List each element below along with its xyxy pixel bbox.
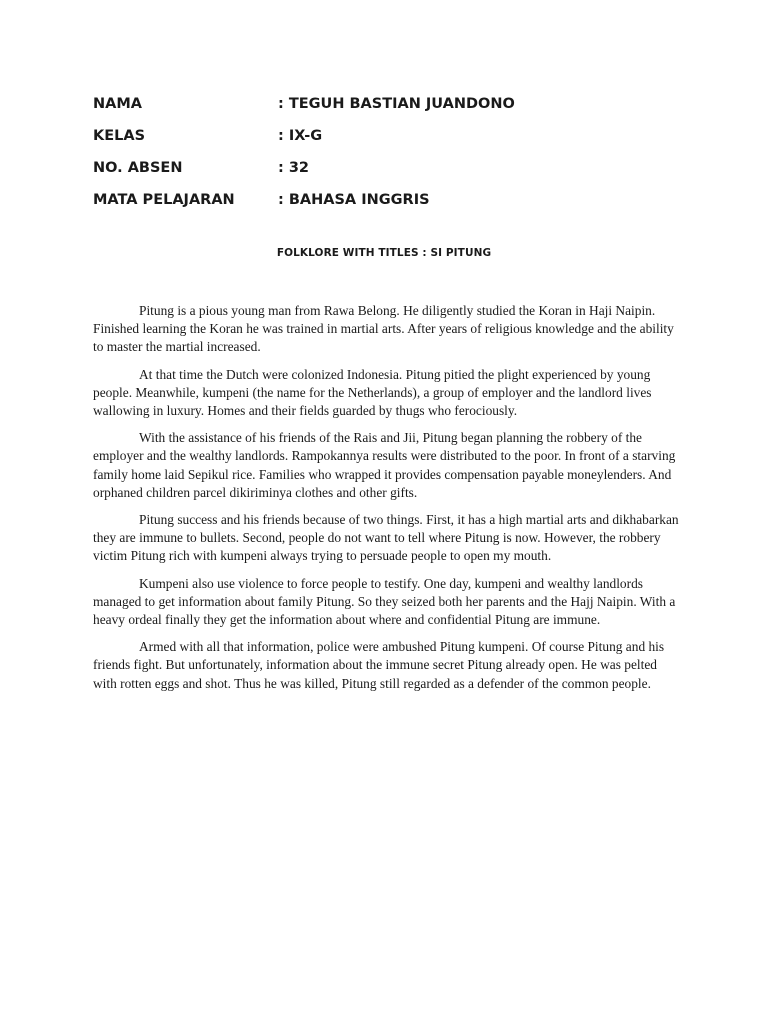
info-row-mata-pelajaran <box>93 184 653 216</box>
info-row-no-absen <box>93 152 653 184</box>
story-paragraph-1: Pitung is a pious young man from Rawa Belong. He diligently studied the Koran in Haji Naipin. Finished learning the Koran he was trained in martial arts. After years of religious knowledge and the ability to master the martial increased. <box>93 303 674 355</box>
story-paragraph-2: At that time the Dutch were colonized Indonesia. Pitung pitied the plight experienced by young people. Meanwhile, kumpeni (the name for the Netherlands), a group of employer and the landlord lives wallowing in luxury. Homes and their fields guarded by thugs who ferociously. <box>93 366 652 419</box>
story-paragraph-5: Kumpeni also use violence to force people to testify. One day, kumpeni and wealthy landlords managed to get information about family Pitung. So they seized both her parents and the Hajj Naipin. With a heavy ordeal finally they get the information about where and confidential Pitung are immune. <box>93 575 676 628</box>
student-info-block <box>93 88 653 216</box>
info-row-nama <box>93 88 653 120</box>
story-paragraph-4: Pitung success and his friends because of two things. First, it has a high martial arts and dikhabarkan they are immune to bullets. Second, people do not want to tell where Pitung is now. However, the robbery victim Pitung rich with kumpeni always trying to persuade people to open my mouth. <box>93 512 679 564</box>
info-label-kelas: KELAS <box>93 128 146 144</box>
info-value-nama: : TEGUH BASTIAN JUANDONO <box>278 96 515 112</box>
story-body <box>93 302 683 702</box>
info-value-no-absen: : 32 <box>278 160 310 176</box>
info-value-mata-pelajaran: : BAHASA INGGRIS <box>278 192 430 208</box>
info-label-mata-pelajaran: MATA PELAJARAN <box>93 192 235 208</box>
document-title: FOLKLORE WITH TITLES : SI PITUNG <box>276 247 492 259</box>
info-label-nama: NAMA <box>93 96 143 112</box>
story-paragraph-3: With the assistance of his friends of the Rais and Jii, Pitung began planning the robbery of the employer and the wealthy landlords. Rampokannya results were distributed to the poor. In front of a starving family home laid Sepikul rice. Families who wrapped it provides compensation payable moneylenders. And orphaned children parcel dikiriminya clothes and other gifts. <box>93 430 676 500</box>
info-label-no-absen: NO. ABSEN <box>93 160 183 176</box>
info-value-kelas: : IX-G <box>278 128 323 144</box>
story-paragraph-6: Armed with all that information, police were ambushed Pitung kumpeni. Of course Pitung and his friends fight. But unfortunately, information about the immune secret Pitung already open. He was pelted with rotten eggs and shot. Thus he was killed, Pitung still regarded as a defender of the common people. <box>93 639 665 691</box>
info-row-kelas <box>93 120 653 152</box>
